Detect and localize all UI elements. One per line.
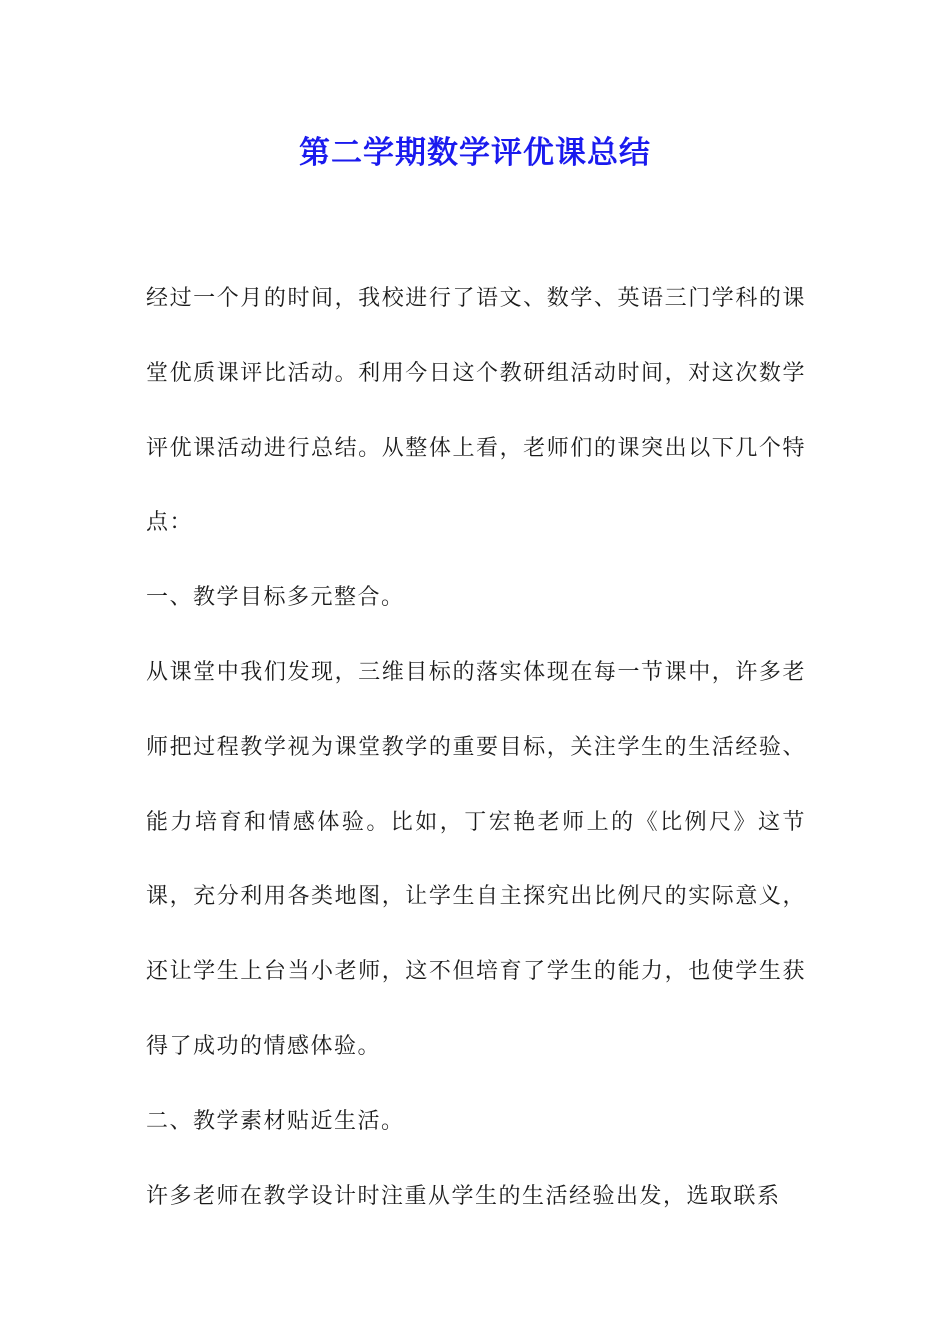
heading-point-two: 二、教学素材贴近生活。 — [146, 1108, 405, 1134]
paragraph-point-two: 许多老师在教学设计时注重从学生的生活经验出发，选取联系 — [146, 1183, 781, 1209]
paragraph-intro: 经过一个月的时间，我校进行了语文、数学、英语三门学科的课堂优质课评比活动。利用今日这个教研组活动时间，对这次数学评优课活动进行总结。从整体上看，老师们的课突出以下几个特点： — [146, 286, 806, 536]
document-body — [146, 262, 806, 1234]
heading-point-one: 一、教学目标多元整合。 — [146, 585, 405, 611]
document-title: 第二学期数学评优课总结 — [299, 135, 651, 171]
paragraph-point-one: 从课堂中我们发现，三维目标的落实体现在每一节课中，许多老师把过程教学视为课堂教学的重要目标，关注学生的生活经验、能力培育和情感体验。比如，丁宏艳老师上的《比例尺》这节课，充分利用各类地图，让学生自主探究出比例尺的实际意义，还让学生上台当小老师，这不但培育了学生的能力，也使学生获得了成功的情感体验。 — [146, 659, 806, 1059]
